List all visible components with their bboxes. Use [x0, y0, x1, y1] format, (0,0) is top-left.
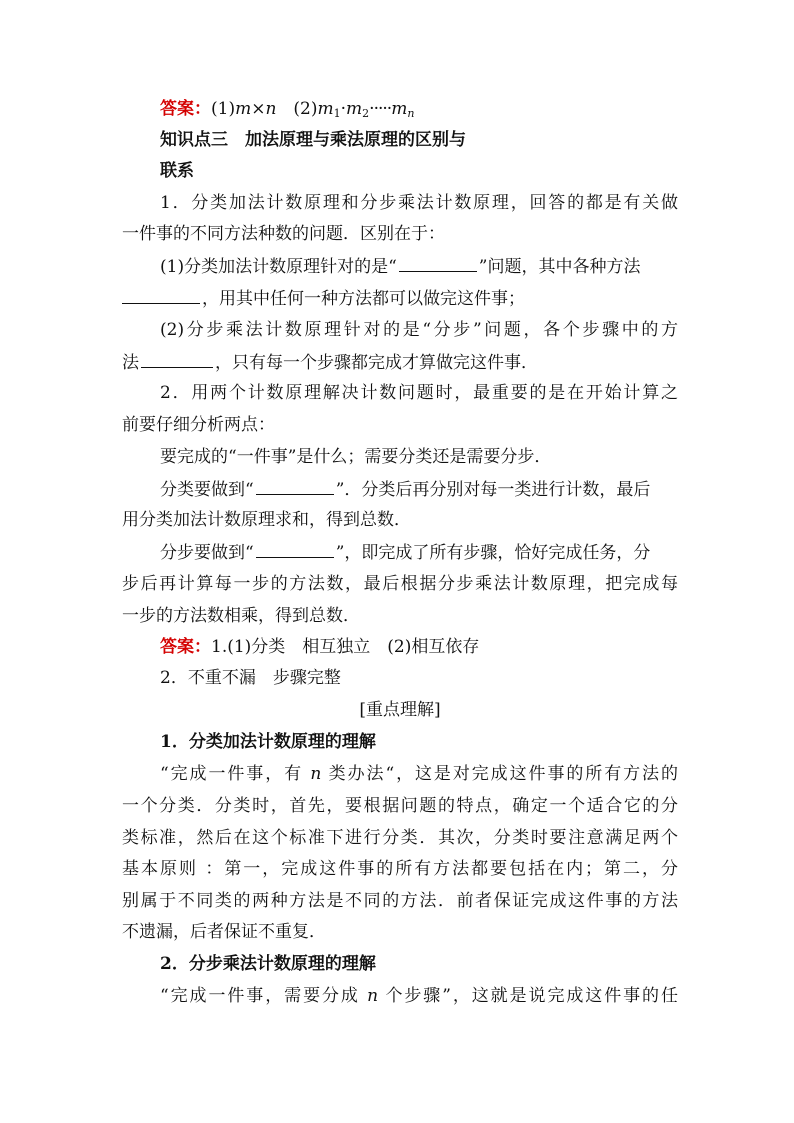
- item-1-2-line-2: 法 ，只有每一个步骤都完成才算做完这件事．: [122, 350, 678, 375]
- paragraph-1-line-2: 一件事的不同方法种数的问题．区别在于：: [122, 224, 445, 244]
- answer-line-2: 答案：1.(1)分类 相互独立 (2)相互依存: [160, 637, 480, 657]
- answer-label: 答案: [160, 99, 194, 119]
- understanding-1-title: 1．分类加法计数原理的理解: [160, 732, 376, 752]
- fill-blank-5[interactable]: [256, 540, 334, 558]
- paragraph-2-c-line-3: 一步的方法数相乘，得到总数．: [122, 606, 360, 626]
- item-1-1-line-2: ，用其中任何一种方法都可以做完这件事；: [122, 286, 678, 311]
- paragraph-2-line-1: 2．用两个计数原理解决计数问题时，最重要的是在开始计算之: [160, 383, 678, 403]
- paragraph-2-c-line-2: 步后再计算每一步的方法数，最后根据分步乘法计数原理，把完成每: [122, 574, 678, 594]
- paragraph-2-line-2: 前要仔细分析两点：: [122, 415, 275, 435]
- understanding-1-line-5: 别属于不同类的两种方法是不同的方法．前者保证完成这件事的方法: [122, 891, 678, 911]
- understanding-1-line-2: 一个分类．分类时，首先，要根据问题的特点，确定一个适合它的分: [122, 796, 678, 816]
- focus-heading: [重点理解]: [359, 700, 441, 720]
- fill-blank-2[interactable]: [122, 286, 200, 304]
- understanding-2-line-1: “完成一件事，需要分成 n 个步骤”，这就是说完成这件事的任: [160, 986, 678, 1006]
- answer-label: 答案: [160, 637, 194, 657]
- understanding-1-line-3: 类标准，然后在这个标准下进行分类．其次，分类时要注意满足两个: [122, 828, 678, 848]
- understanding-1-line-1: “完成一件事，有 n 类办法“，这是对完成这件事的所有方法的: [160, 764, 678, 784]
- paragraph-2-a: 要完成的“一件事”是什么；需要分类还是需要分步．: [160, 447, 552, 467]
- paragraph-1-line-1: 1．分类加法计数原理和分步乘法计数原理，回答的都是有关做: [160, 193, 678, 213]
- understanding-2-title: 2．分步乘法计数原理的理解: [160, 954, 376, 974]
- understanding-1-line-6: 不遗漏，后者保证不重复．: [122, 922, 326, 942]
- item-1-2-line-1: (2)分步乘法计数原理针对的是“分步”问题，各个步骤中的方: [160, 320, 678, 340]
- paragraph-2-c-line-1: 分步要做到“ ”，即完成了所有步骤，恰好完成任务，分: [160, 540, 678, 565]
- fill-blank-4[interactable]: [256, 477, 334, 495]
- paragraph-2-b-line-1: 分类要做到“ ”．分类后再分别对每一类进行计数，最后: [160, 477, 678, 502]
- answer-line-3: 2．不重不漏 步骤完整: [160, 668, 341, 688]
- paragraph-2-b-line-2: 用分类加法计数原理求和，得到总数．: [122, 510, 411, 530]
- understanding-1-line-4: 基本原则 ：第一，完成这件事的所有方法都要包括在内；第二，分: [122, 859, 678, 879]
- section-title: 知识点三 加法原理与乘法原理的区别与: [160, 130, 466, 150]
- answer-line-1: 答案：(1)m×n $(2)m_1\cdot m_2\cdot\cdot\cdot\cdot\cdot m_n$: [160, 99, 415, 120]
- item-1-1-line-1: (1)分类加法计数原理针对的是“ ”问题，其中各种方法: [160, 254, 678, 279]
- fill-blank-1[interactable]: [399, 254, 477, 272]
- fill-blank-3[interactable]: [141, 350, 213, 368]
- section-title-cont: 联系: [160, 161, 194, 181]
